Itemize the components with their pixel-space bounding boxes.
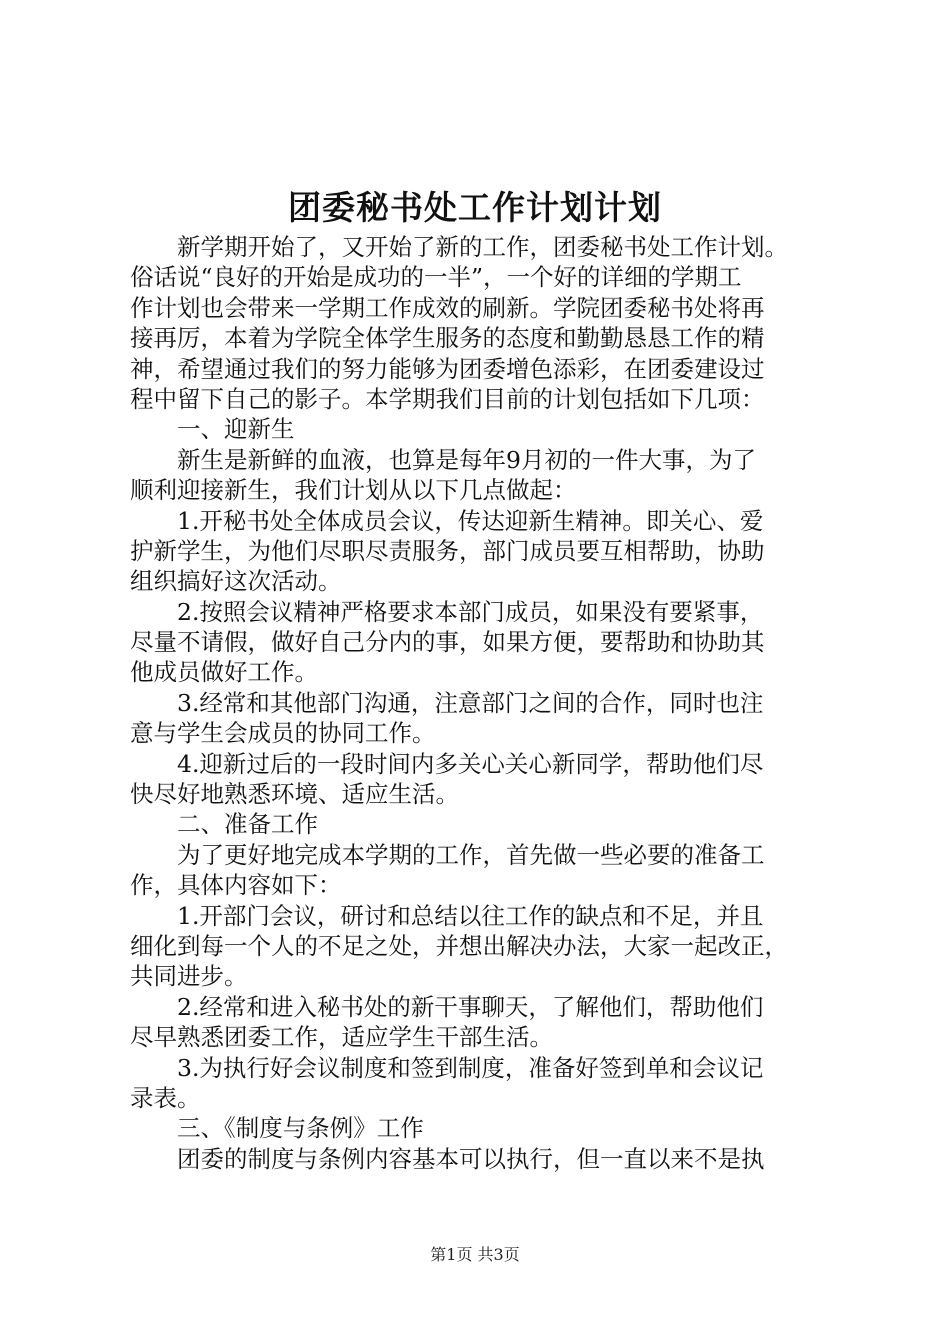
text-line: 尽量不请假，做好自己分内的事，如果方便，要帮助和协助其	[130, 628, 765, 657]
text-line: 神，希望通过我们的努力能够为团委增色添彩，在团委建设过	[130, 354, 765, 383]
page-footer: 第1页 共3页	[430, 1245, 520, 1264]
text-line: 为了更好地完成本学期的工作，首先做一些必要的准备工	[177, 840, 765, 869]
text-line: 细化到每一个人的不足之处，并想出解决办法，大家一起改正，	[130, 931, 788, 960]
text-line: 4.迎新过后的一段时间内多关心关心新同学，帮助他们尽	[177, 749, 764, 778]
text-line: 程中留下自己的影子。本学期我们目前的计划包括如下几项：	[130, 384, 765, 413]
text-line: 快尽好地熟悉环境、适应生活。	[130, 780, 459, 809]
text-line: 新学期开始了，又开始了新的工作，团委秘书处工作计划。	[177, 233, 788, 261]
text-line: 三、《制度与条例》工作	[177, 1114, 424, 1143]
text-line: 2.按照会议精神严格要求本部门成员，如果没有要紧事，	[177, 597, 764, 626]
text-line: 1.开部门会议，研讨和总结以往工作的缺点和不足，并且	[177, 901, 764, 930]
text-line: 作，具体内容如下：	[130, 871, 342, 900]
text-line: 接再厉，本着为学院全体学生服务的态度和勤勤恳恳工作的精	[130, 324, 765, 353]
text-line: 护新学生，为他们尽职尽责服务，部门成员要互相帮助，协助	[130, 536, 765, 565]
text-line: 作计划也会带来一学期工作成效的刷新。学院团委秘书处将再	[130, 293, 765, 322]
text-line: 顺利迎接新生，我们计划从以下几点做起：	[130, 476, 577, 505]
text-line: 录表。	[130, 1083, 201, 1112]
text-line: 他成员做好工作。	[130, 658, 318, 687]
text-line: 3.为执行好会议制度和签到制度，准备好签到单和会议记	[177, 1053, 764, 1082]
text-line: 二、准备工作	[177, 810, 318, 839]
text-line: 组织搞好这次活动。	[130, 567, 342, 596]
document-title: 团委秘书处工作计划计划	[288, 188, 662, 227]
text-line: 俗话说“良好的开始是成功的一半”，一个好的详细的学期工	[130, 263, 742, 292]
text-line: 团委的制度与条例内容基本可以执行，但一直以来不是执	[177, 1144, 765, 1173]
text-line: 新生是新鲜的血液，也算是每年9月初的一件大事，为了	[177, 445, 756, 474]
text-line: 尽早熟悉团委工作，适应学生干部生活。	[130, 1023, 553, 1052]
document-body	[130, 232, 830, 1174]
text-line: 3.经常和其他部门沟通，注意部门之间的合作，同时也注	[177, 688, 764, 717]
text-line: 共同进步。	[130, 962, 248, 991]
text-line: 意与学生会成员的协同工作。	[130, 719, 436, 748]
text-line: 2.经常和进入秘书处的新干事聊天，了解他们，帮助他们	[177, 992, 764, 1021]
text-line: 1.开秘书处全体成员会议，传达迎新生精神。即关心、爱	[177, 506, 764, 535]
text-line: 一、迎新生	[177, 415, 295, 444]
